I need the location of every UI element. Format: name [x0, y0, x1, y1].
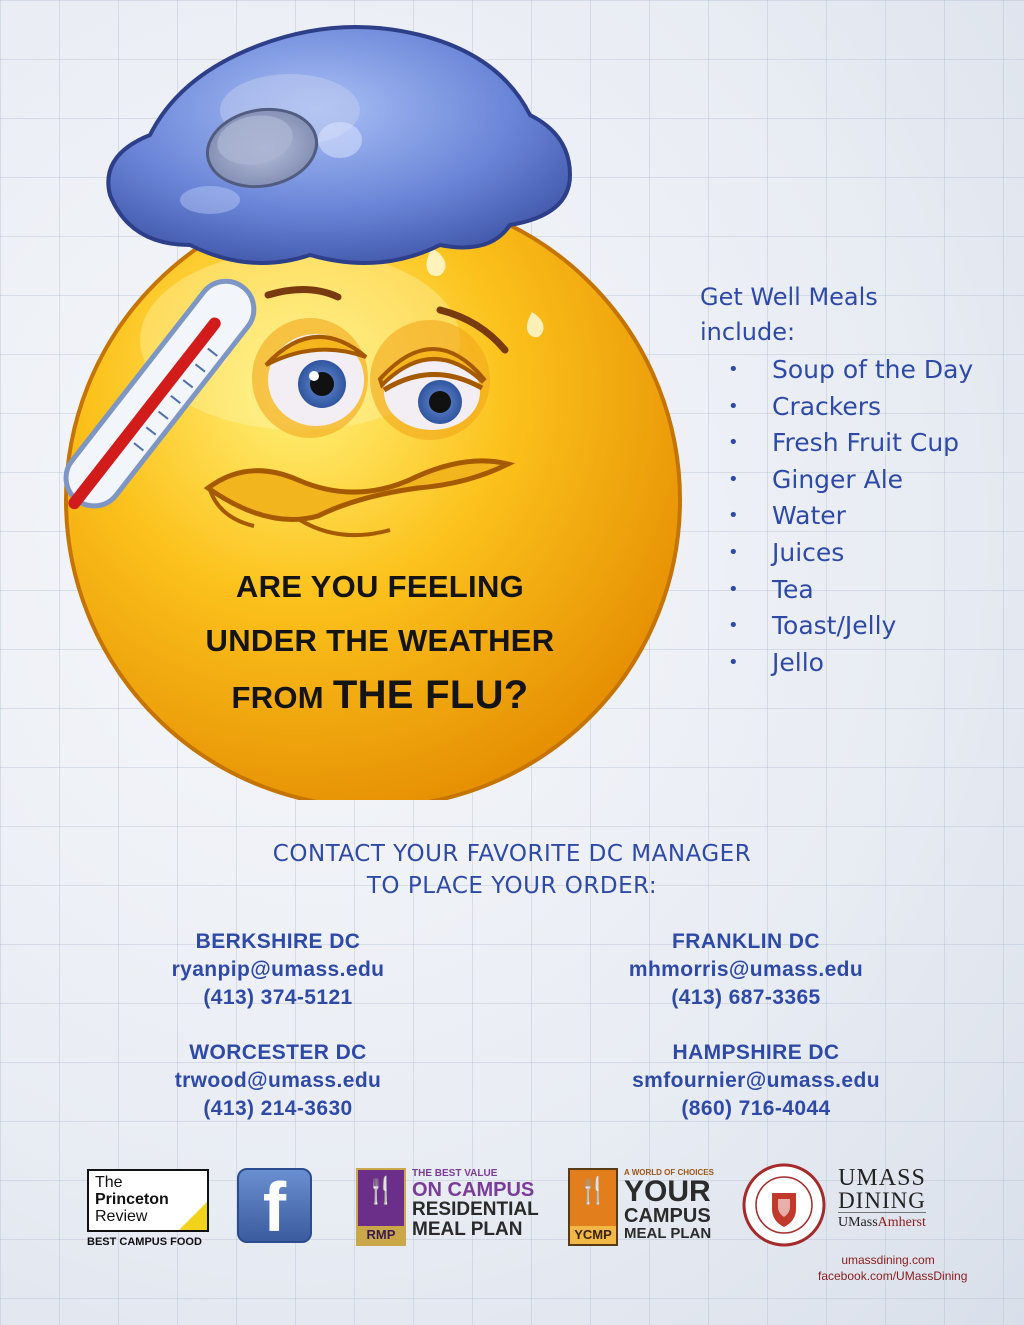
rmp-t3: RESIDENTIAL	[412, 1199, 539, 1220]
meals-title-line1: Get Well Meals	[700, 283, 878, 311]
fork-knife-icon: 🍴	[364, 1175, 398, 1205]
headline-line3	[150, 668, 610, 725]
bullet-icon: •	[728, 505, 739, 527]
dc-email-link[interactable]: trwood@umass.edu	[174, 1069, 382, 1092]
eye-right	[370, 320, 490, 440]
dc-contact-berkshire	[108, 928, 448, 1012]
bullet-icon: •	[728, 615, 739, 637]
meal-item-label: Ginger Ale	[772, 464, 904, 494]
headline-line1: ARE YOU FEELING	[235, 569, 525, 604]
facebook-icon[interactable]: f	[237, 1168, 312, 1243]
headline-line3-prefix: FROM	[231, 680, 324, 715]
princeton-corner-icon	[179, 1202, 207, 1230]
dc-contact-hampshire	[586, 1039, 926, 1123]
ycmp-t3: CAMPUS	[624, 1205, 711, 1227]
dc-email-link[interactable]: ryanpip@umass.edu	[171, 958, 385, 981]
meal-item-label: Crackers	[772, 391, 882, 421]
ycmp-text	[624, 1168, 714, 1242]
meals-list	[700, 352, 973, 681]
contact-line2: TO PLACE YOUR ORDER:	[366, 873, 658, 899]
princeton-line3: Review	[95, 1208, 148, 1225]
ycmp-t1: A WORLD OF CHOICES	[624, 1168, 714, 1177]
bullet-icon: •	[728, 541, 739, 563]
bullet-icon: •	[728, 395, 739, 417]
meal-item	[700, 535, 973, 572]
contact-heading	[0, 838, 1024, 902]
dc-email-link[interactable]: smfournier@umass.edu	[632, 1069, 880, 1092]
meal-item-label: Toast/Jelly	[772, 611, 897, 641]
headline-line3-big: THE FLU?	[332, 673, 529, 717]
dc-phone: (413) 214-3630	[203, 1097, 353, 1120]
rmp-t1: THE BEST VALUE	[412, 1168, 498, 1179]
dc-contact-franklin	[576, 928, 916, 1012]
ycmp-abbr: YCMP	[570, 1226, 616, 1244]
princeton-review-logo	[87, 1169, 209, 1232]
fork-knife-icon: 🍴	[576, 1175, 610, 1205]
rmp-t4: MEAL PLAN	[412, 1219, 523, 1240]
meal-item	[700, 572, 973, 609]
bullet-icon: •	[728, 468, 739, 490]
headline	[150, 560, 610, 725]
ycmp-t4: MEAL PLAN	[624, 1225, 712, 1242]
rmp-abbr: RMP	[358, 1226, 404, 1244]
ycmp-logo	[568, 1168, 714, 1248]
meal-item	[700, 498, 973, 535]
meal-item	[700, 425, 973, 462]
rmp-badge	[356, 1168, 406, 1246]
dc-phone: (860) 716-4044	[681, 1097, 831, 1120]
meal-item-label: Juices	[772, 537, 845, 567]
meal-item-label: Tea	[772, 574, 814, 604]
meal-item	[700, 352, 973, 389]
umass-dining-logo	[838, 1166, 926, 1233]
dc-phone: (413) 687-3365	[671, 986, 821, 1009]
meal-item-label: Jello	[772, 647, 824, 677]
dc-name: HAMPSHIRE DC	[672, 1041, 840, 1064]
ycmp-t2: YOUR	[624, 1175, 711, 1208]
meal-item-label: Water	[772, 501, 846, 531]
umass-dining-line2: DINING	[838, 1188, 926, 1213]
rmp-text	[412, 1168, 539, 1240]
rmp-logo	[356, 1168, 539, 1248]
umass-dining-line3	[838, 1213, 926, 1233]
dc-contact-worcester	[108, 1039, 448, 1123]
eye-left	[252, 318, 368, 438]
dc-email-link[interactable]: mhmorris@umass.edu	[628, 958, 864, 981]
meal-item	[700, 462, 973, 499]
umass-dining-line1: UMASS	[838, 1165, 926, 1191]
princeton-line1: The	[95, 1174, 123, 1191]
umass-seal-icon	[742, 1163, 826, 1247]
ycmp-badge	[568, 1168, 618, 1246]
footer-logos	[0, 1160, 1024, 1320]
meal-item	[700, 645, 973, 682]
dc-name: FRANKLIN DC	[672, 930, 820, 953]
bullet-icon: •	[728, 359, 739, 380]
amherst-word: Amherst	[877, 1215, 926, 1230]
dc-name: BERKSHIRE DC	[195, 930, 361, 953]
rmp-t2: ON CAMPUS	[412, 1179, 535, 1201]
facebook-page-link[interactable]: facebook.com/UMassDining	[818, 1269, 968, 1283]
web-links	[818, 1252, 968, 1284]
princeton-line2: Princeton	[95, 1191, 169, 1208]
contact-line1: CONTACT YOUR FAVORITE DC MANAGER	[272, 841, 752, 867]
meal-item-label: Soup of the Day	[772, 355, 974, 384]
meal-item	[700, 389, 973, 426]
meals-title-line2: include:	[700, 318, 796, 346]
princeton-sub: BEST CAMPUS FOOD	[87, 1236, 202, 1248]
headline-line2: UNDER THE WEATHER	[205, 623, 555, 658]
bullet-icon: •	[728, 432, 739, 454]
get-well-meals	[700, 280, 973, 681]
dc-name: WORCESTER DC	[189, 1041, 367, 1064]
website-link[interactable]: umassdining.com	[841, 1253, 935, 1267]
meal-item-label: Fresh Fruit Cup	[772, 428, 960, 458]
bullet-icon: •	[728, 578, 739, 600]
dc-phone: (413) 374-5121	[203, 986, 353, 1009]
meal-item	[700, 608, 973, 645]
ice-pack-icon	[108, 27, 570, 263]
bullet-icon: •	[728, 651, 739, 673]
umass-word: UMass	[838, 1215, 878, 1230]
